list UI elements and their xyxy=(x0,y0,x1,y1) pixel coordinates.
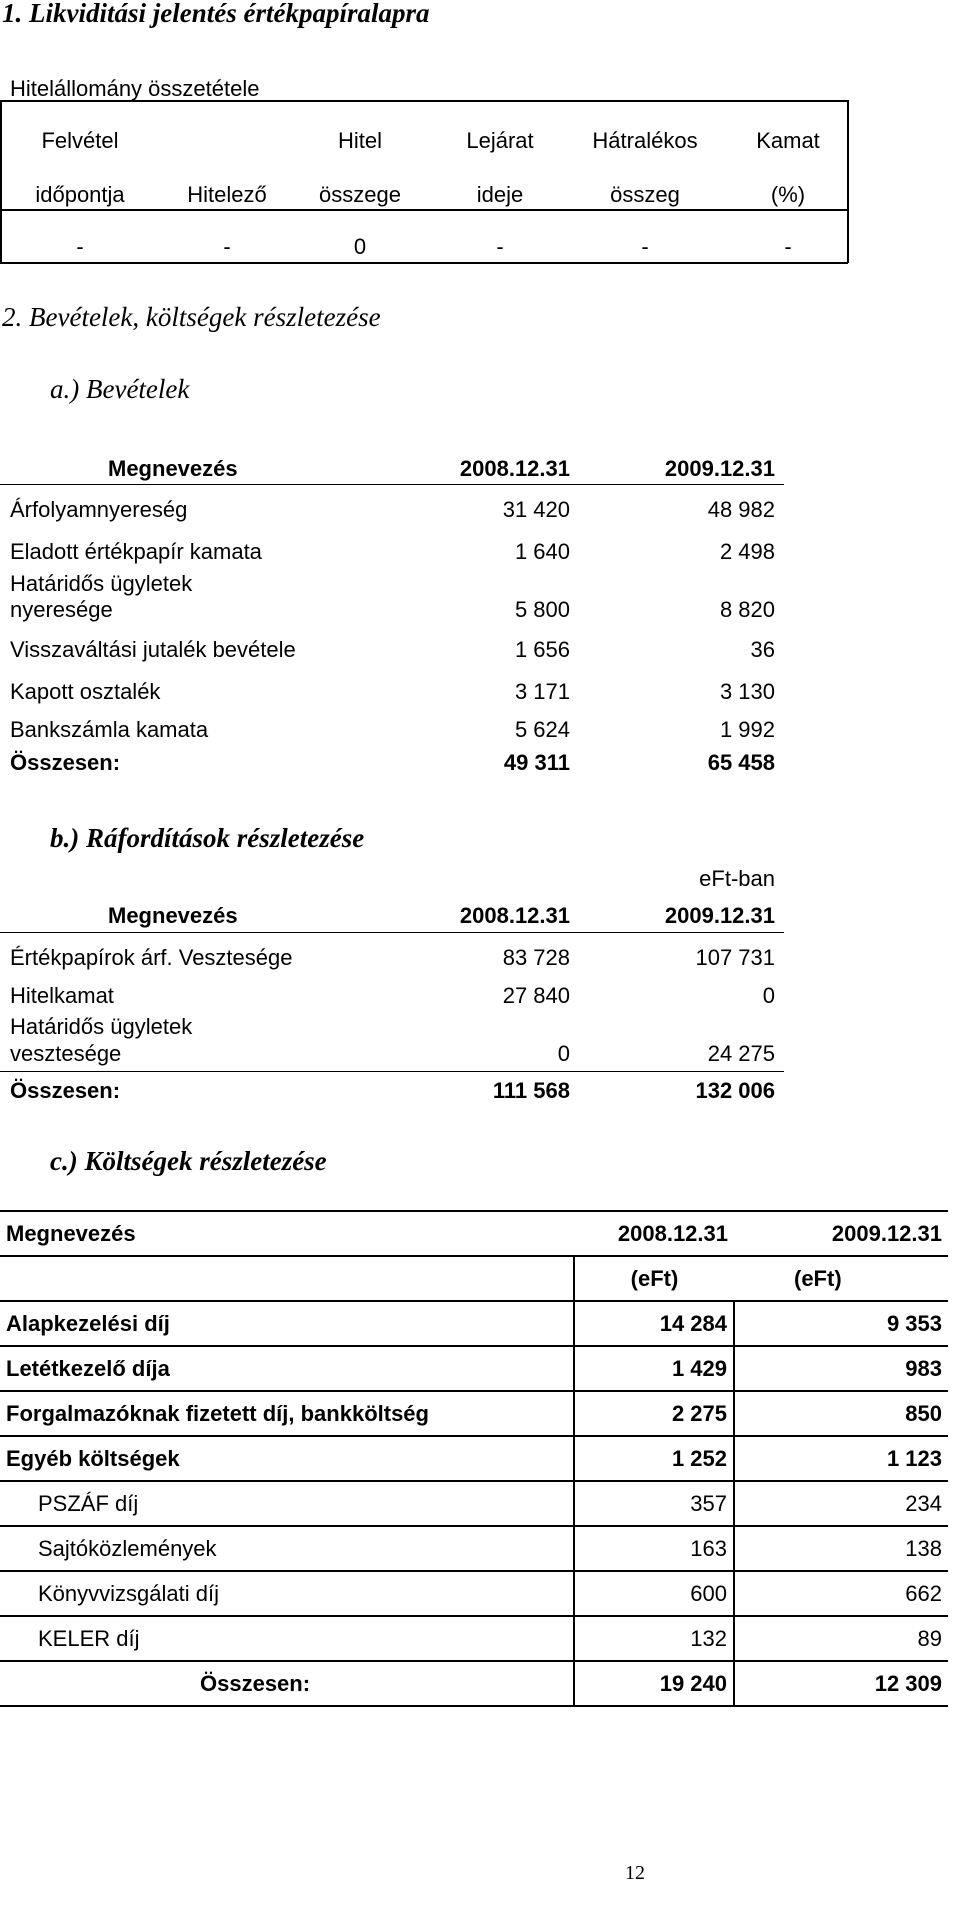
costs-col-2008: 2008.12.31 xyxy=(574,1211,734,1256)
cost-value-2008: 132 xyxy=(574,1616,734,1661)
cost-label: Sajtóközlemények xyxy=(0,1526,574,1571)
costs-unit-2008: (eFt) xyxy=(574,1256,734,1301)
table-row xyxy=(0,1346,948,1391)
expenditure-value-2008: 27 840 xyxy=(502,983,570,1008)
section-2-title: 2. Bevételek, költségek részletezése xyxy=(2,302,381,332)
credit-value-date: - xyxy=(76,234,84,259)
revenue-label-line2: nyeresége xyxy=(10,597,113,622)
revenue-value-2008: 5 624 xyxy=(514,717,570,742)
revenue-value-2008: 5 800 xyxy=(514,597,570,622)
cost-value-2009: 662 xyxy=(734,1571,948,1616)
costs-header-row xyxy=(0,1211,948,1256)
expenditure-value-2009: 24 275 xyxy=(707,1041,775,1066)
costs-title: c.) Költségek részletezése xyxy=(50,1146,327,1176)
expenditure-value-2009: 0 xyxy=(762,983,775,1008)
revenues-col-name: Megnevezés xyxy=(108,456,238,481)
credit-header-date-2: időpontja xyxy=(35,182,125,207)
expenditures-total-label: Összesen: xyxy=(10,1078,121,1103)
revenue-label: Visszaváltási jutalék bevétele xyxy=(10,637,296,662)
table-row xyxy=(0,1436,948,1481)
credit-subtitle: Hitelállomány összetétele xyxy=(10,76,260,101)
expenditure-value-2008: 83 728 xyxy=(502,945,570,970)
credit-value-arrears: - xyxy=(641,234,649,259)
expenditures-unit: eFt-ban xyxy=(699,866,775,891)
expenditures-total-2009: 132 006 xyxy=(695,1078,775,1103)
revenue-value-2009: 8 820 xyxy=(719,597,775,622)
table-row xyxy=(0,1526,948,1571)
cost-value-2008: 357 xyxy=(574,1481,734,1526)
revenues-total-2008: 49 311 xyxy=(503,750,570,775)
credit-header-maturity-2: ideje xyxy=(476,182,524,207)
revenue-value-2009: 1 992 xyxy=(719,717,775,742)
credit-table-left-border xyxy=(0,100,2,263)
credit-header-arrears-1: Hátralékos xyxy=(592,128,698,153)
revenue-value-2008: 1 640 xyxy=(514,539,570,564)
cost-label: Letétkezelő díja xyxy=(0,1346,574,1391)
credit-table-top-border xyxy=(0,100,848,102)
credit-value-interest: - xyxy=(784,234,792,259)
costs-total-row xyxy=(0,1661,948,1706)
costs-col-2009: 2009.12.31 xyxy=(734,1211,948,1256)
expenditure-label-line2: vesztesége xyxy=(10,1041,122,1066)
expenditure-label: Hitelkamat xyxy=(10,983,114,1008)
cost-value-2009: 138 xyxy=(734,1526,948,1571)
credit-table-right-border xyxy=(847,100,849,263)
cost-value-2008: 600 xyxy=(574,1571,734,1616)
expenditure-label: Értékpapírok árf. Vesztesége xyxy=(10,945,293,970)
expenditures-total-2008: 111 568 xyxy=(492,1078,570,1103)
costs-unit-name xyxy=(0,1256,574,1301)
revenues-col-2008: 2008.12.31 xyxy=(459,456,570,481)
revenues-total-2009: 65 458 xyxy=(707,750,775,775)
revenue-label: Árfolyamnyereség xyxy=(10,497,188,522)
expenditures-col-2008: 2008.12.31 xyxy=(459,903,570,928)
section-1-title: 1. Likviditási jelentés értékpapíralapra xyxy=(2,0,430,28)
expenditure-value-2009: 107 731 xyxy=(695,945,775,970)
revenue-label: Bankszámla kamata xyxy=(10,717,209,742)
revenue-value-2009: 36 xyxy=(750,637,775,662)
cost-label: Könyvvizsgálati díj xyxy=(0,1571,574,1616)
cost-label: KELER díj xyxy=(0,1616,574,1661)
credit-header-amount-1: Hitel xyxy=(337,128,382,153)
credit-header-maturity-1: Lejárat xyxy=(466,128,534,153)
revenues-col-2009: 2009.12.31 xyxy=(664,456,775,481)
costs-total-label: Összesen: xyxy=(0,1661,574,1706)
cost-value-2009: 234 xyxy=(734,1481,948,1526)
cost-value-2008: 1 252 xyxy=(574,1436,734,1481)
costs-table xyxy=(0,1210,948,1707)
cost-value-2008: 14 284 xyxy=(574,1301,734,1346)
cost-value-2009: 983 xyxy=(734,1346,948,1391)
costs-unit-row xyxy=(0,1256,948,1301)
costs-total-2008: 19 240 xyxy=(574,1661,734,1706)
revenue-label: Kapott osztalék xyxy=(10,679,161,704)
table-row xyxy=(0,1571,948,1616)
cost-label: PSZÁF díj xyxy=(0,1481,574,1526)
revenue-value-2008: 31 420 xyxy=(502,497,570,522)
expenditure-label: Határidős ügyletek xyxy=(10,1014,193,1039)
revenue-value-2009: 48 982 xyxy=(707,497,775,522)
cost-value-2008: 1 429 xyxy=(574,1346,734,1391)
page-number: 12 xyxy=(625,1862,645,1884)
table-row xyxy=(0,1301,948,1346)
credit-header-arrears-2: összeg xyxy=(610,182,680,207)
revenues-title: a.) Bevételek xyxy=(50,374,190,404)
credit-table-bottom-border xyxy=(0,262,848,264)
table-row xyxy=(0,1616,948,1661)
cost-label: Alapkezelési díj xyxy=(0,1301,574,1346)
cost-label: Egyéb költségek xyxy=(0,1436,574,1481)
credit-header-amount-2: összege xyxy=(319,182,401,207)
revenue-value-2008: 1 656 xyxy=(514,637,570,662)
expenditure-value-2008: 0 xyxy=(557,1041,570,1066)
credit-value-amount: 0 xyxy=(353,234,367,259)
revenue-value-2009: 2 498 xyxy=(719,539,775,564)
revenues-header-divider xyxy=(0,484,784,485)
revenue-label: Határidős ügyletek xyxy=(10,571,193,596)
table-row xyxy=(0,1481,948,1526)
expenditures-title: b.) Ráfordítások részletezése xyxy=(50,823,365,853)
credit-header-interest-2: (%) xyxy=(770,182,806,207)
credit-header-lender: Hitelező xyxy=(187,182,267,207)
cost-value-2008: 163 xyxy=(574,1526,734,1571)
credit-header-date-1: Felvétel xyxy=(41,128,119,153)
expenditures-total-divider xyxy=(0,1071,784,1072)
expenditures-col-2009: 2009.12.31 xyxy=(664,903,775,928)
revenue-value-2009: 3 130 xyxy=(719,679,775,704)
cost-value-2009: 9 353 xyxy=(734,1301,948,1346)
cost-value-2009: 1 123 xyxy=(734,1436,948,1481)
credit-header-interest-1: Kamat xyxy=(756,128,820,153)
costs-col-name: Megnevezés xyxy=(0,1211,574,1256)
cost-label: Forgalmazóknak fizetett díj, bankköltség xyxy=(0,1391,574,1436)
revenue-label: Eladott értékpapír kamata xyxy=(10,539,262,564)
cost-value-2008: 2 275 xyxy=(574,1391,734,1436)
cost-value-2009: 89 xyxy=(734,1616,948,1661)
credit-table-header-divider xyxy=(0,209,848,211)
table-row xyxy=(0,1391,948,1436)
revenue-value-2008: 3 171 xyxy=(514,679,570,704)
expenditures-col-name: Megnevezés xyxy=(108,903,238,928)
credit-value-lender: - xyxy=(223,234,231,259)
costs-total-2009: 12 309 xyxy=(734,1661,948,1706)
credit-value-maturity: - xyxy=(496,234,504,259)
cost-value-2009: 850 xyxy=(734,1391,948,1436)
costs-unit-2009: (eFt) xyxy=(734,1256,948,1301)
expenditures-header-divider xyxy=(0,932,784,933)
revenues-total-label: Összesen: xyxy=(10,750,121,775)
